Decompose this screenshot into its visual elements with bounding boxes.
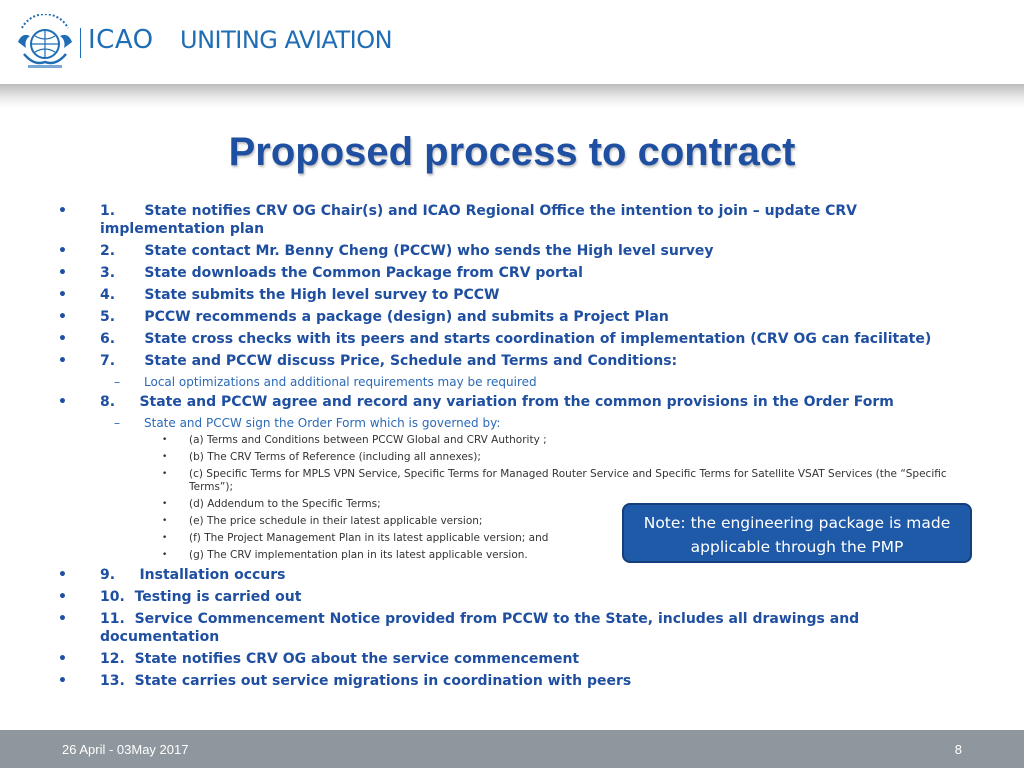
list-item xyxy=(56,202,976,238)
sub-sub-item xyxy=(56,468,976,494)
item-text: State notifies CRV OG Chair(s) and ICAO Regional Office the intention to join – update CRV implementation plan xyxy=(100,203,857,237)
slide-content xyxy=(56,202,976,694)
header-shadow xyxy=(0,84,1024,108)
list-item xyxy=(56,286,976,304)
list-item xyxy=(56,308,976,326)
bullet: • xyxy=(58,353,67,369)
item-text: State carries out service migrations in coordination with peers xyxy=(134,673,632,689)
sub-item xyxy=(56,415,976,431)
list-item xyxy=(56,393,976,411)
item-number: 4. xyxy=(100,287,116,303)
item-text: State submits the High level survey to PCCW xyxy=(144,287,500,303)
bullet: • xyxy=(162,516,168,526)
item-number: 12. xyxy=(100,651,125,667)
bullet: • xyxy=(58,651,67,667)
bullet: • xyxy=(162,435,168,445)
sub-item-text: Local optimizations and additional requirements may be required xyxy=(144,375,537,389)
bullet: • xyxy=(58,673,67,689)
logo-text: ICAO xyxy=(88,25,154,55)
item-text: Service Commencement Notice provided from PCCW to the State, includes all drawings and documentation xyxy=(100,611,860,645)
bullet: • xyxy=(58,309,67,325)
note-callout: Note: the engineering package is made applicable through the PMP xyxy=(622,503,972,563)
sub-item xyxy=(56,374,976,390)
bullet: • xyxy=(58,567,67,583)
bullet: • xyxy=(58,265,67,281)
slide-title: Proposed process to contract xyxy=(228,130,796,174)
item-number: 11. xyxy=(100,611,125,627)
bullet: • xyxy=(162,469,168,479)
item-number: 10. xyxy=(100,589,125,605)
list-item xyxy=(56,588,976,606)
bullet: • xyxy=(58,589,67,605)
item-number: 6. xyxy=(100,331,116,347)
bullet: • xyxy=(58,203,67,219)
item-text: Installation occurs xyxy=(139,567,286,583)
sub-sub-item xyxy=(56,451,976,464)
dash-marker: – xyxy=(114,375,120,389)
list-item xyxy=(56,264,976,282)
sub-sub-item-text: (b) The CRV Terms of Reference (including all annexes); xyxy=(189,451,481,463)
item-number: 2. xyxy=(100,243,116,259)
sub-item-text: State and PCCW sign the Order Form which is governed by: xyxy=(144,416,501,430)
dash-marker: – xyxy=(114,416,120,430)
item-text: State and PCCW agree and record any variation from the common provisions in the Order Form xyxy=(139,394,894,410)
item-number: 13. xyxy=(100,673,125,689)
item-text: State downloads the Common Package from CRV portal xyxy=(144,265,583,281)
list-item xyxy=(56,242,976,260)
item-number: 5. xyxy=(100,309,116,325)
page-number: 8 xyxy=(954,742,962,757)
item-number: 8. xyxy=(100,394,116,410)
tagline: UNITING AVIATION xyxy=(180,26,393,54)
item-text: State contact Mr. Benny Cheng (PCCW) who sends the High level survey xyxy=(144,243,714,259)
bullet: • xyxy=(58,287,67,303)
bullet: • xyxy=(162,550,168,560)
list-item xyxy=(56,650,976,668)
list-item xyxy=(56,672,976,690)
list-item xyxy=(56,610,976,646)
icao-emblem-icon xyxy=(16,14,74,70)
item-number: 9. xyxy=(100,567,116,583)
item-text: Testing is carried out xyxy=(134,589,302,605)
item-text: State and PCCW discuss Price, Schedule and Terms and Conditions: xyxy=(144,353,678,369)
sub-sub-item-text: (c) Specific Terms for MPLS VPN Service, Specific Terms for Managed Router Service and Specific Terms for Satellite VSAT Services (the “Specific Terms”); xyxy=(189,468,947,493)
list-item xyxy=(56,330,976,348)
sub-sub-item-text: (g) The CRV implementation plan in its latest applicable version. xyxy=(189,549,528,561)
bullet: • xyxy=(58,611,67,627)
sub-sub-item xyxy=(56,434,976,447)
item-text: PCCW recommends a package (design) and submits a Project Plan xyxy=(144,309,669,325)
bullet: • xyxy=(58,243,67,259)
bullet: • xyxy=(162,533,168,543)
footer-date: 26 April - 03May 2017 xyxy=(62,742,189,757)
bullet: • xyxy=(162,499,168,509)
bullet: • xyxy=(58,331,67,347)
sub-sub-item-text: (f) The Project Management Plan in its latest applicable version; and xyxy=(189,532,549,544)
logo-divider xyxy=(80,28,81,58)
item-number: 3. xyxy=(100,265,116,281)
footer-bar xyxy=(0,730,1024,768)
list-item xyxy=(56,566,976,584)
header-bar xyxy=(0,0,1024,84)
item-number: 1. xyxy=(100,203,116,219)
item-text: State notifies CRV OG about the service commencement xyxy=(134,651,580,667)
item-text: State cross checks with its peers and starts coordination of implementation (CRV OG can facilitate) xyxy=(144,331,932,347)
sub-sub-item-text: (a) Terms and Conditions between PCCW Global and CRV Authority ; xyxy=(189,434,547,446)
bullet: • xyxy=(58,394,67,410)
bullet: • xyxy=(162,452,168,462)
sub-sub-item-text: (d) Addendum to the Specific Terms; xyxy=(189,498,381,510)
item-number: 7. xyxy=(100,353,116,369)
list-item xyxy=(56,352,976,370)
sub-sub-item-text: (e) The price schedule in their latest applicable version; xyxy=(189,515,483,527)
